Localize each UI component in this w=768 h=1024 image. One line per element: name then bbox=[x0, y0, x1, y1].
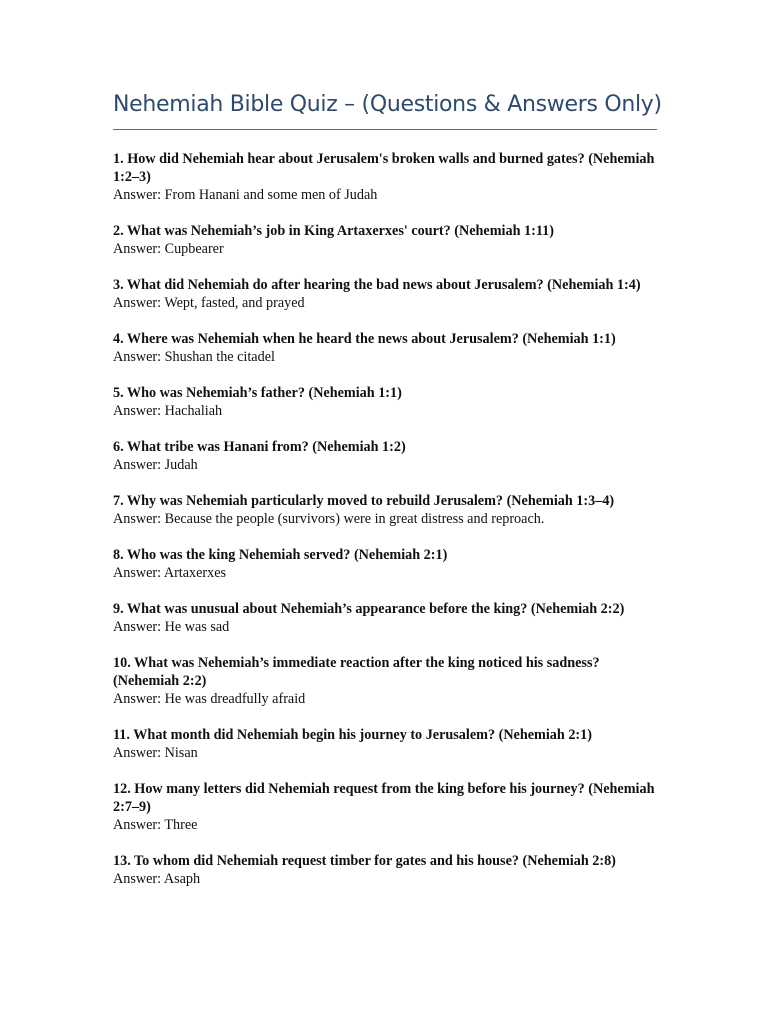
question-item-10 bbox=[113, 654, 658, 708]
answer-text: Answer: Nisan bbox=[113, 745, 198, 761]
question-item-6 bbox=[113, 438, 658, 474]
answer-text: Answer: Artaxerxes bbox=[113, 565, 227, 581]
answer-text: Answer: From Hanani and some men of Judah bbox=[113, 187, 378, 203]
question-text: 10. What was Nehemiah’s immediate reaction after the king noticed his sadness? (Nehemiah 2:2) bbox=[113, 655, 600, 689]
title-underline bbox=[113, 129, 657, 130]
question-text: 4. Where was Nehemiah when he heard the news about Jerusalem? (Nehemiah 1:1) bbox=[113, 331, 616, 347]
question-text: 12. How many letters did Nehemiah request from the king before his journey? (Nehemiah 2:7–9) bbox=[113, 781, 655, 815]
document-title: Nehemiah Bible Quiz – (Questions & Answers Only) bbox=[113, 92, 662, 117]
question-item-11 bbox=[113, 726, 658, 762]
question-item-3 bbox=[113, 276, 658, 312]
question-list bbox=[113, 150, 658, 906]
answer-text: Answer: Asaph bbox=[113, 871, 201, 887]
answer-text: Answer: Wept, fasted, and prayed bbox=[113, 295, 305, 311]
answer-text: Answer: He was sad bbox=[113, 619, 230, 635]
answer-text: Answer: Three bbox=[113, 817, 198, 833]
question-item-8 bbox=[113, 546, 658, 582]
question-item-2 bbox=[113, 222, 658, 258]
question-item-13 bbox=[113, 852, 658, 888]
question-text: 3. What did Nehemiah do after hearing the bad news about Jerusalem? (Nehemiah 1:4) bbox=[113, 277, 641, 293]
question-item-9 bbox=[113, 600, 658, 636]
question-text: 13. To whom did Nehemiah request timber for gates and his house? (Nehemiah 2:8) bbox=[113, 853, 616, 869]
question-text: 1. How did Nehemiah hear about Jerusalem's broken walls and burned gates? (Nehemiah 1:2–3) bbox=[113, 151, 655, 185]
answer-text: Answer: Because the people (survivors) were in great distress and reproach. bbox=[113, 511, 545, 527]
question-text: 7. Why was Nehemiah particularly moved to rebuild Jerusalem? (Nehemiah 1:3–4) bbox=[113, 493, 615, 509]
question-item-1 bbox=[113, 150, 658, 204]
question-item-5 bbox=[113, 384, 658, 420]
answer-text: Answer: Judah bbox=[113, 457, 198, 473]
question-text: 11. What month did Nehemiah begin his journey to Jerusalem? (Nehemiah 2:1) bbox=[113, 727, 592, 743]
question-item-7 bbox=[113, 492, 658, 528]
question-text: 9. What was unusual about Nehemiah’s appearance before the king? (Nehemiah 2:2) bbox=[113, 601, 625, 617]
answer-text: Answer: Cupbearer bbox=[113, 241, 224, 257]
question-text: 6. What tribe was Hanani from? (Nehemiah 1:2) bbox=[113, 439, 406, 455]
question-item-4 bbox=[113, 330, 658, 366]
answer-text: Answer: Shushan the citadel bbox=[113, 349, 275, 365]
question-text: 5. Who was Nehemiah’s father? (Nehemiah 1:1) bbox=[113, 385, 402, 401]
answer-text: Answer: He was dreadfully afraid bbox=[113, 691, 306, 707]
question-text: 2. What was Nehemiah’s job in King Artaxerxes' court? (Nehemiah 1:11) bbox=[113, 223, 554, 239]
answer-text: Answer: Hachaliah bbox=[113, 403, 223, 419]
question-text: 8. Who was the king Nehemiah served? (Nehemiah 2:1) bbox=[113, 547, 448, 563]
question-item-12 bbox=[113, 780, 658, 834]
